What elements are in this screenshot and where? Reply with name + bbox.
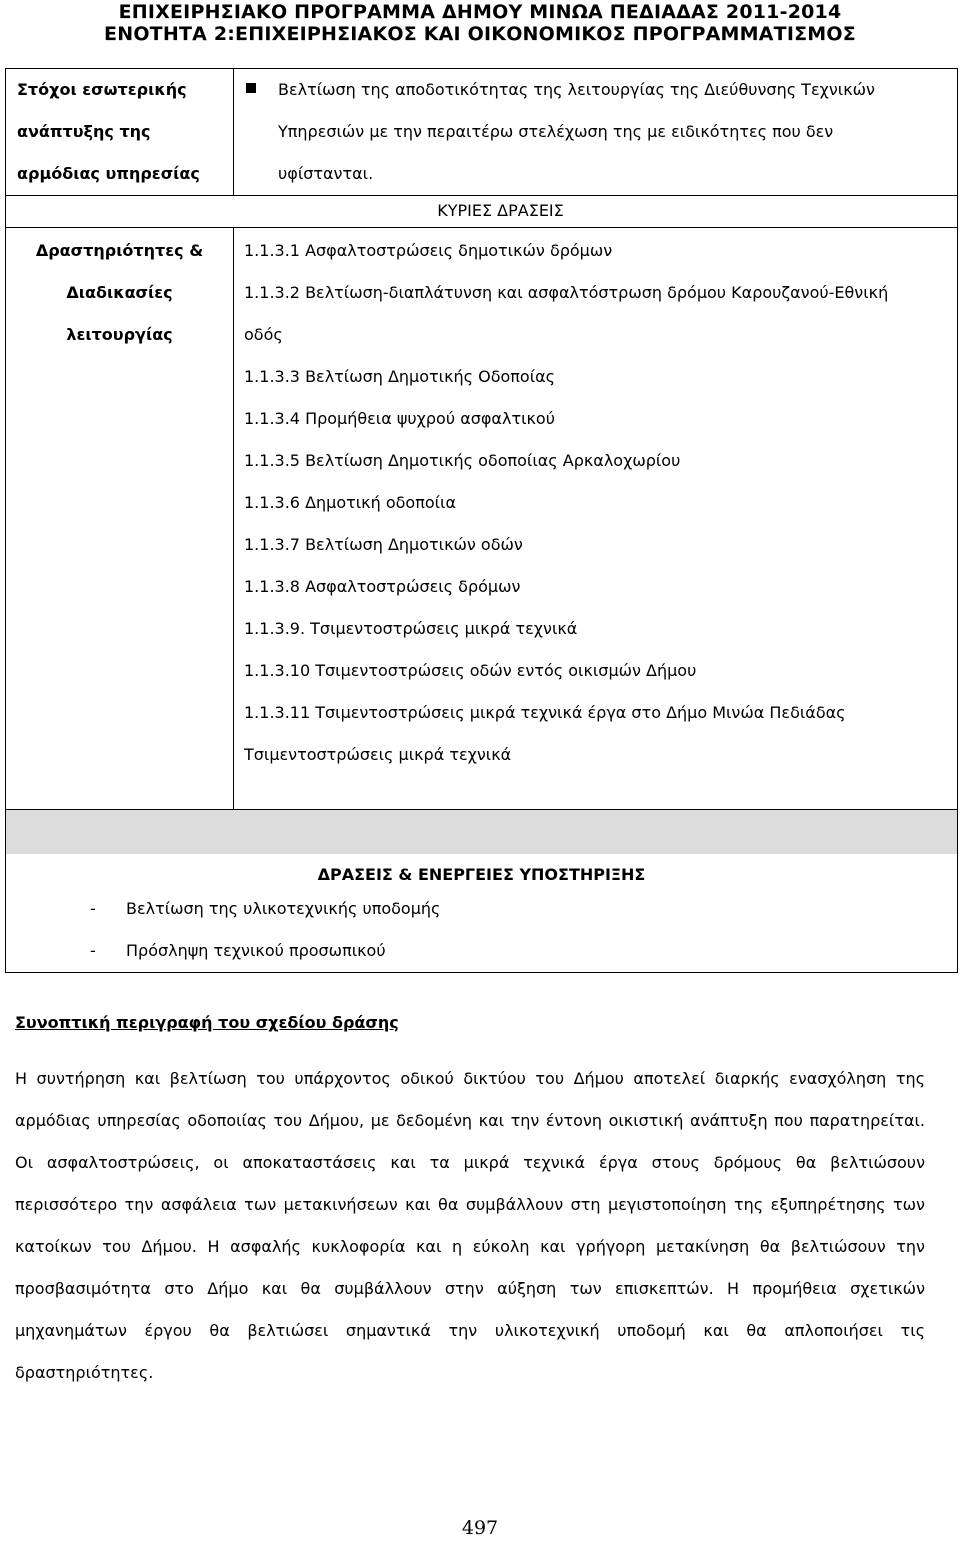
goals-text-line: Υπηρεσιών με την περαιτέρω στελέχωση της με ειδικότητες που δεν: [278, 122, 834, 141]
dash-marker: -: [90, 899, 96, 918]
activity-item: 1.1.3.7 Βελτίωση Δημοτικών οδών: [244, 535, 523, 554]
support-item: [90, 888, 957, 930]
square-bullet-icon: [246, 83, 256, 93]
goals-text-line: Βελτίωση της αποδοτικότητας της λειτουργίας της Διεύθυνσης Τεχνικών: [278, 80, 875, 99]
activities-row: [6, 228, 957, 810]
header-line-1: ΕΠΙΧΕΙΡΗΣΙΑΚΟ ΠΡΟΓΡΑΜΜΑ ΔΗΜΟΥ ΜΙΝΩΑ ΠΕΔΙΑΔΑΣ 2011-2014: [118, 1, 842, 23]
activity-item: 1.1.3.5 Βελτίωση Δημοτικής οδοποίιας Αρκαλοχωρίου: [244, 451, 681, 470]
goals-label-line: αρμόδιας υπηρεσίας: [17, 164, 200, 183]
support-item-text: Πρόσληψη τεχνικού προσωπικού: [126, 941, 386, 960]
activities-label-line: λειτουργίας: [66, 325, 173, 344]
goals-label: [6, 69, 234, 195]
document-header: [0, 0, 960, 45]
goals-label-line: Στόχοι εσωτερικής: [17, 80, 187, 99]
support-title: ΔΡΑΣΕΙΣ & ΕΝΕΡΓΕΙΕΣ ΥΠΟΣΤΗΡΙΞΗΣ: [317, 865, 646, 884]
activity-item: 1.1.3.3 Βελτίωση Δημοτικής Οδοποίας: [244, 367, 556, 386]
activity-item: Τσιμεντοστρώσεις μικρά τεχνικά: [244, 745, 512, 764]
activities-label-line: Δραστηριότητες &: [35, 241, 204, 260]
goals-row: [6, 69, 957, 196]
summary-title: Συνοπτική περιγραφή του σχεδίου δράσης: [15, 1013, 399, 1032]
shaded-band: [6, 810, 957, 854]
activity-item: οδός: [244, 325, 283, 344]
support-list: [6, 888, 957, 972]
activities-label-line: Διαδικασίες: [66, 283, 173, 302]
activity-item: 1.1.3.1 Ασφαλτοστρώσεις δημοτικών δρόμων: [244, 241, 613, 260]
summary-body: Η συντήρηση και βελτίωση του υπάρχοντος οδικού δικτύου του Δήμου αποτελεί διαρκής ενασχόληση της αρμόδιας υπηρεσίας οδοποιίας του Δήμου, με δεδομένη και την έντονη οικιστική ανάπτυξη που παρατηρείται. Οι ασφαλτοστρώσεις, οι αποκαταστάσεις και τα μικρά τεχνικά έργα στους δρόμους θα βελτιώσουν περισσότερο την ασφάλεια των μετακινήσεων και θα συμβάλλουν στη μεγιστοποίηση της εξυπηρέτησης των κατοίκων του Δήμου. Η ασφαλής κυκλοφορία και η εύκολη και γρήγορη μετακίνηση θα βελτιώσουν την προσβασιμότητα στο Δήμο και θα συμβάλλουν στην αύξηση των επισκεπτών. Η προμήθεια σχετικών μηχανημάτων έργου θα βελτιώσει σημαντικά την υλικοτεχνική υποδομή και θα απλοποιήσει τις δραστηριότητες.: [15, 1069, 925, 1382]
support-item: [90, 930, 957, 972]
activity-item: 1.1.3.10 Τσιμεντοστρώσεις οδών εντός οικισμών Δήμου: [244, 661, 697, 680]
activity-item: 1.1.3.8 Ασφαλτοστρώσεις δρόμων: [244, 577, 521, 596]
activity-item: 1.1.3.4 Προμήθεια ψυχρού ασφαλτικού: [244, 409, 555, 428]
support-section: [6, 810, 957, 972]
goals-label-line: ανάπτυξης της: [17, 122, 151, 141]
page-number: 497: [461, 1517, 499, 1539]
dash-marker: -: [90, 941, 96, 960]
activities-list: [234, 228, 957, 809]
main-actions-header-row: [6, 196, 957, 228]
activity-item: 1.1.3.11 Τσιμεντοστρώσεις μικρά τεχνικά έργα στο Δήμο Μινώα Πεδιάδας: [244, 703, 846, 722]
activities-label: [6, 228, 234, 809]
summary-section: [15, 1002, 925, 1394]
main-actions-title: ΚΥΡΙΕΣ ΔΡΑΣΕΙΣ: [437, 201, 564, 220]
activity-item: 1.1.3.2 Βελτίωση-διαπλάτυνση και ασφαλτόστρωση δρόμου Καρουζανού-Εθνική: [244, 283, 889, 302]
action-plan-table: [5, 68, 958, 973]
activity-item: 1.1.3.9. Τσιμεντοστρώσεις μικρά τεχνικά: [244, 619, 578, 638]
goals-content: [234, 69, 957, 195]
support-item-text: Βελτίωση της υλικοτεχνικής υποδομής: [126, 899, 441, 918]
activity-item: 1.1.3.6 Δημοτική οδοποίια: [244, 493, 456, 512]
header-line-2: ΕΝΟΤΗΤΑ 2:ΕΠΙΧΕΙΡΗΣΙΑΚΟΣ ΚΑΙ ΟΙΚΟΝΟΜΙΚΟΣ ΠΡΟΓΡΑΜΜΑΤΙΣΜΟΣ: [104, 23, 856, 45]
goals-text: [278, 69, 875, 195]
goals-text-line: υφίστανται.: [278, 164, 374, 183]
